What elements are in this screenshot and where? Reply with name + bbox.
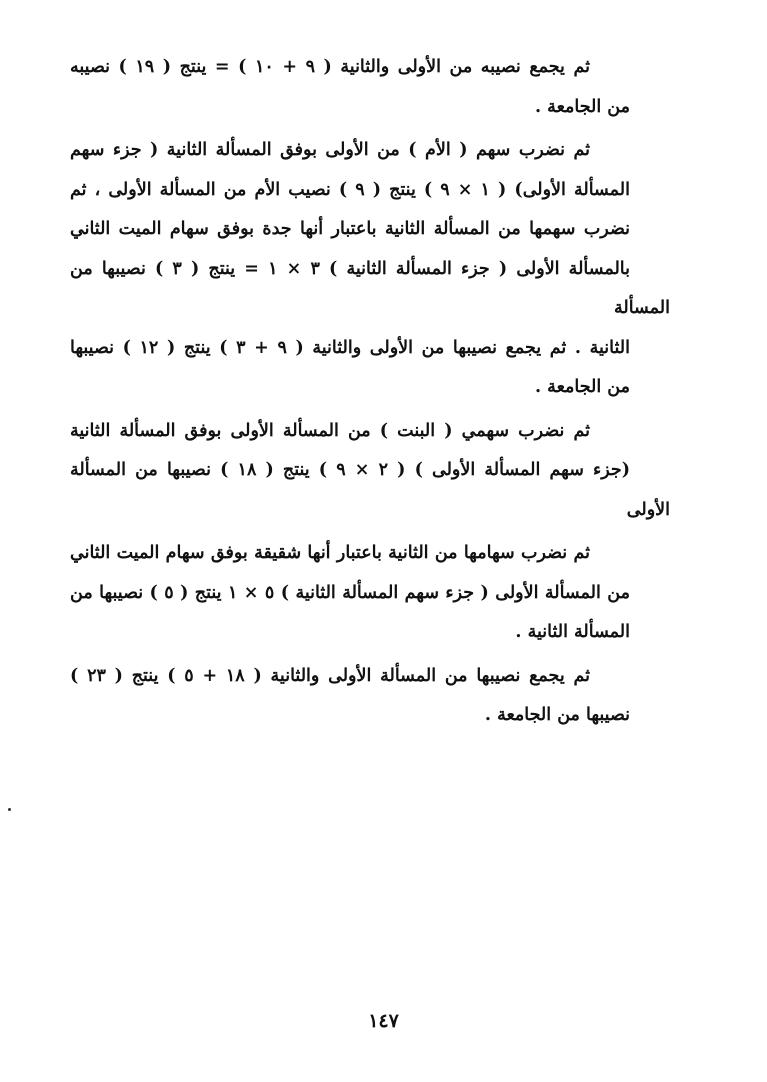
text-line: ثم نضرب سهم ( الأم ) من الأولى بوفق المسألة الثانية ( جزء سهم	[70, 140, 590, 160]
text-line: ثم يجمع نصيبها من المسألة الأولى والثانية ( ١٨ + ٥ ) ينتج ( ٢٣ )	[70, 665, 590, 686]
paragraph-daughter-total	[70, 657, 670, 736]
text-line: من الجامعة .	[535, 377, 630, 397]
text-line: بالمسألة الأولى ( جزء المسألة الثانية ) ٣ × ١ = ينتج ( ٣ ) نصيبها من المسألة	[70, 258, 670, 318]
paragraph-mother-share	[70, 131, 670, 408]
text-line: ثم نضرب سهامها من الثانية باعتبار أنها شقيقة بوفق سهام الميت الثاني	[70, 543, 590, 563]
text-line: (جزء سهم المسألة الأولى ) ( ٢ × ٩ ) ينتج ( ١٨ ) نصيبها من المسألة الأولى	[70, 460, 670, 520]
paragraph-daughter-first	[70, 412, 670, 531]
text-line: المسألة الأولى) ( ١ × ٩ ) ينتج ( ٩ ) نصيب الأم من المسألة الأولى ، ثم	[70, 179, 630, 200]
text-line: المسألة الثانية .	[515, 622, 630, 642]
text-line: ثم يجمع نصيبه من الأولى والثانية ( ٩ + ١٠ ) = ينتج ( ١٩ ) نصيبه	[70, 57, 591, 77]
text-line: الثانية . ثم يجمع نصيبها من الأولى والثانية ( ٩ + ٣ ) ينتج ( ١٢ ) نصيبها	[70, 337, 630, 358]
paragraph-mother-total	[70, 48, 670, 127]
text-line: من الجامعة .	[535, 96, 630, 117]
text-line: من المسألة الأولى ( جزء سهم المسألة الثانية ) ٥ × ١ ينتج ( ٥ ) نصيبها من	[70, 582, 630, 603]
scan-speck	[8, 808, 11, 811]
text-line: نضرب سهمها من المسألة الثانية باعتبار أنها جدة بوفق سهام الميت الثاني	[70, 219, 630, 239]
paragraph-daughter-second	[70, 534, 670, 653]
text-line: ثم نضرب سهمي ( البنت ) من المسألة الأولى بوفق المسألة الثانية	[70, 420, 590, 441]
page-number: ١٤٧	[368, 1010, 399, 1032]
text-line: نصيبها من الجامعة .	[484, 705, 630, 725]
body-text	[70, 48, 670, 740]
